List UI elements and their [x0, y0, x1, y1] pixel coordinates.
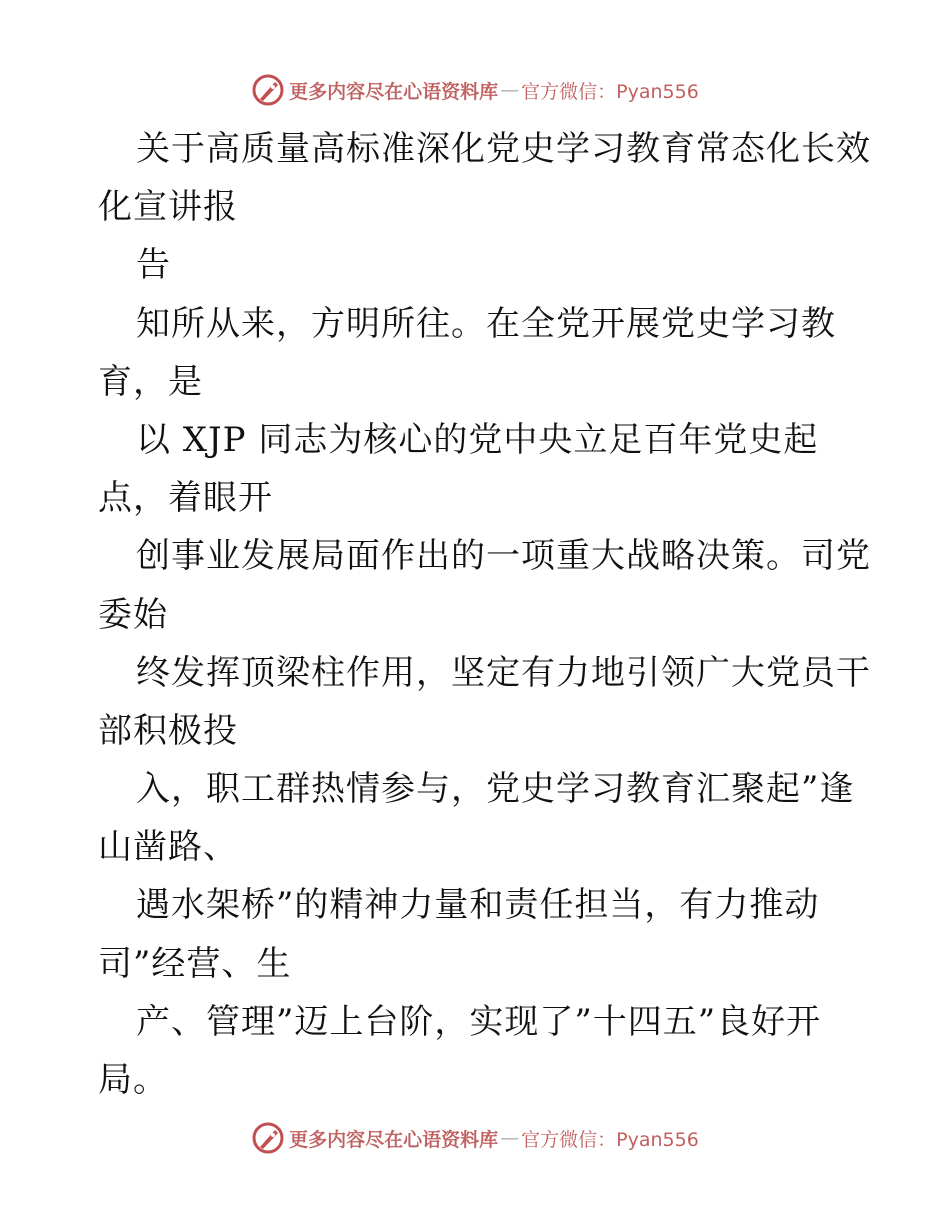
doc-line: 以 XJP 同志为核心的党中央立足百年党史起 [136, 419, 819, 460]
banner-wechat: 官方微信：Pyan556 [521, 1128, 699, 1151]
footer-banner [0, 1118, 950, 1158]
doc-line: 局。 [98, 1060, 168, 1100]
doc-line: 委始 [98, 594, 168, 635]
header-banner [0, 70, 950, 110]
pen-logo-icon [251, 73, 285, 107]
doc-line: 关于高质量高标准深化党史学习教育常态化长效 [136, 129, 871, 169]
banner-wechat: 官方微信：Pyan556 [521, 80, 699, 103]
pen-logo-icon [251, 1121, 285, 1155]
doc-line: 入，职工群热情参与，党史学习教育汇聚起”逢 [136, 769, 855, 810]
doc-line: 告 [136, 245, 171, 286]
banner-separator: — [500, 1127, 520, 1149]
doc-line: 创事业发展局面作出的一项重大战略决策。司党 [136, 536, 871, 577]
doc-line: 育，是 [98, 361, 203, 402]
doc-line: 部积极投 [98, 710, 238, 751]
doc-line: 化宣讲报 [98, 187, 238, 228]
banner-text: 更多内容尽在心语资料库 [289, 80, 499, 103]
doc-line: 遇水架桥”的精神力量和责任担当，有力推动 [136, 885, 820, 926]
doc-line: 司”经营、生 [98, 943, 292, 984]
doc-line: 终发挥顶梁柱作用，坚定有力地引领广大党员干 [136, 652, 871, 693]
doc-line: 知所从来，方明所往。在全党开展党史学习教 [136, 303, 836, 344]
doc-line: 点，着眼开 [98, 478, 273, 519]
doc-line: 产、管理”迈上台阶，实现了”十四五”良好开 [136, 1001, 822, 1042]
document-body [98, 120, 871, 1109]
doc-line: 山凿路、 [98, 827, 238, 868]
banner-separator: — [500, 79, 520, 101]
banner-text: 更多内容尽在心语资料库 [289, 1128, 499, 1151]
